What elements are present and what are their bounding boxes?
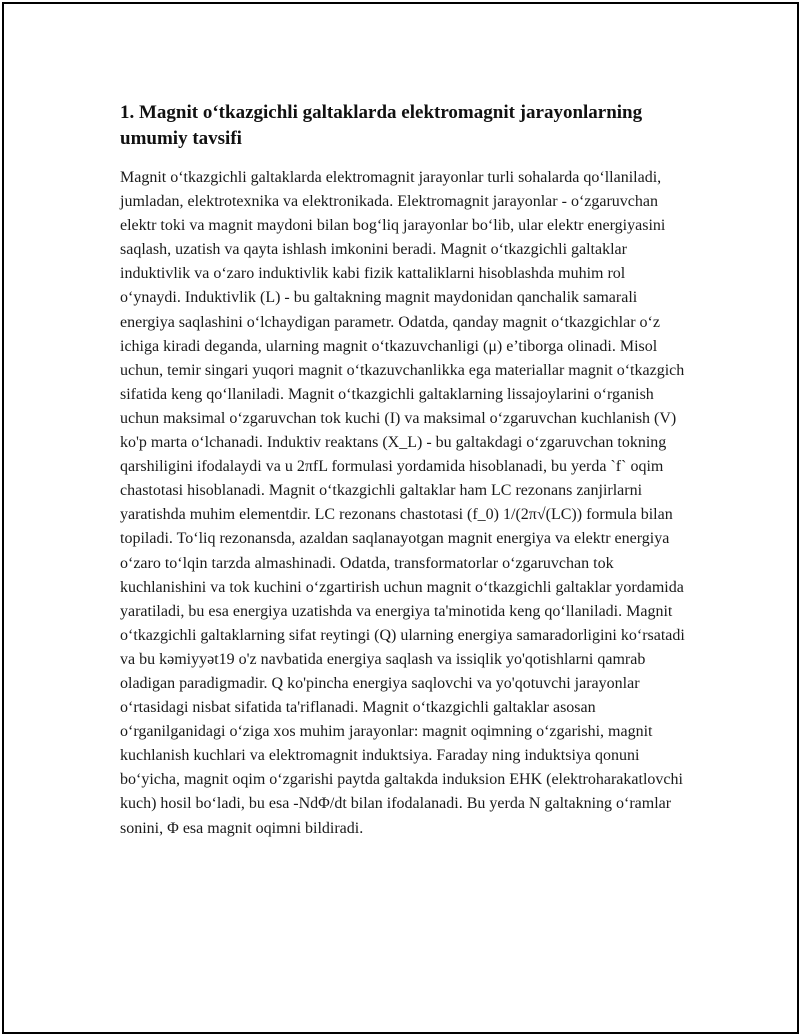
section-title: 1. Magnit o‘tkazgichli galtaklarda elektromagnit jarayonlarning umumiy tavsifi	[120, 102, 643, 149]
document-content	[120, 100, 690, 841]
page-frame	[2, 2, 799, 1034]
body-paragraph: Magnit o‘tkazgichli galtaklarda elektromagnit jarayonlar turli sohalarda qo‘llaniladi, jumladan, elektrotexnika va elektronikada. Elektromagnit jarayonlar - o‘zgaruvchan elektr toki va magnit maydoni bilan bog‘liq jarayonlar bo‘lib, ular elektr energiyasini saqlash, uzatish va qayta ishlash imkonini beradi. Magnit o‘tkazgichli galtaklar induktivlik va o‘zaro induktivlik kabi fizik kattaliklarni hisoblashda muhim rol o‘ynaydi. Induktivlik (L) - bu galtakning magnit maydonidan qanchalik samarali energiya saqlashini o‘lchaydigan parametr. Odatda, qanday magnit o‘tkazgichlar o‘z ichiga kiradi deganda, ularning magnit o‘tkazuvchanligi (μ) e’tiborga olinadi. Misol uchun, temir singari yuqori magnit o‘tkazuvchanlikka ega materiallar magnit o‘tkazgich sifatida keng qo‘llaniladi. Magnit o‘tkazgichli galtaklarning lissajoylarini o‘rganish uchun maksimal o‘zgaruvchan tok kuchi (I) va maksimal o‘zgaruvchan kuchlanish (V) ko'p marta o‘lchanadi. Induktiv reaktans (X_L) - bu galtakdagi o‘zgaruvchan tokning qarshiligini ifodalaydi va u 2πfL formulasi yordamida hisoblanadi, bu yerda `f` oqim chastotasi hisoblanadi. Magnit o‘tkazgichli galtaklar ham LC rezonans zanjirlarni yaratishda muhim elementdir. LC rezonans chastotasi (f_0) 1/(2π√(LC)) formula bilan topiladi. To‘liq rezonansda, azaldan saqlanayotgan magnit energiya va elektr energiya o‘zaro to‘lqin tarzda almashinadi. Odatda, transformatorlar o‘zgaruvchan tok kuchlanishini va tok kuchini o‘zgartirish uchun magnit o‘tkazgichli galtaklar yordamida yaratiladi, bu esa energiya uzatishda va energiya ta'minotida keng qo‘llaniladi. Magnit o‘tkazgichli galtaklarning sifat reytingi (Q) ularning energiya samaradorligini ko‘rsatadi va bu kəmiyyət19 o'z navbatida energiya saqlash va issiqlik yo'qotishlarni qamrab oladigan paradigmadir. Q ko'pincha energiya saqlovchi va yo'qotuvchi jarayonlar o‘rtasidagi nisbat sifatida ta'riflanadi. Magnit o‘tkazgichli galtaklar asosan o‘rganilganidagi o‘ziga xos muhim jarayonlar: magnit oqimning o‘zgarishi, magnit kuchlanish kuchlari va elektromagnit induktsiya. Faraday ning induktsiya qonuni bo‘yicha, magnit oqim o‘zgarishi paytda galtakda induksion EHK (elektroharakatlovchi kuch) hosil bo‘ladi, bu esa -NdΦ/dt bilan ifodalanadi. Bu yerda N galtakning o‘ramlar sonini, Φ esa magnit oqimni bildiradi.	[120, 169, 685, 837]
